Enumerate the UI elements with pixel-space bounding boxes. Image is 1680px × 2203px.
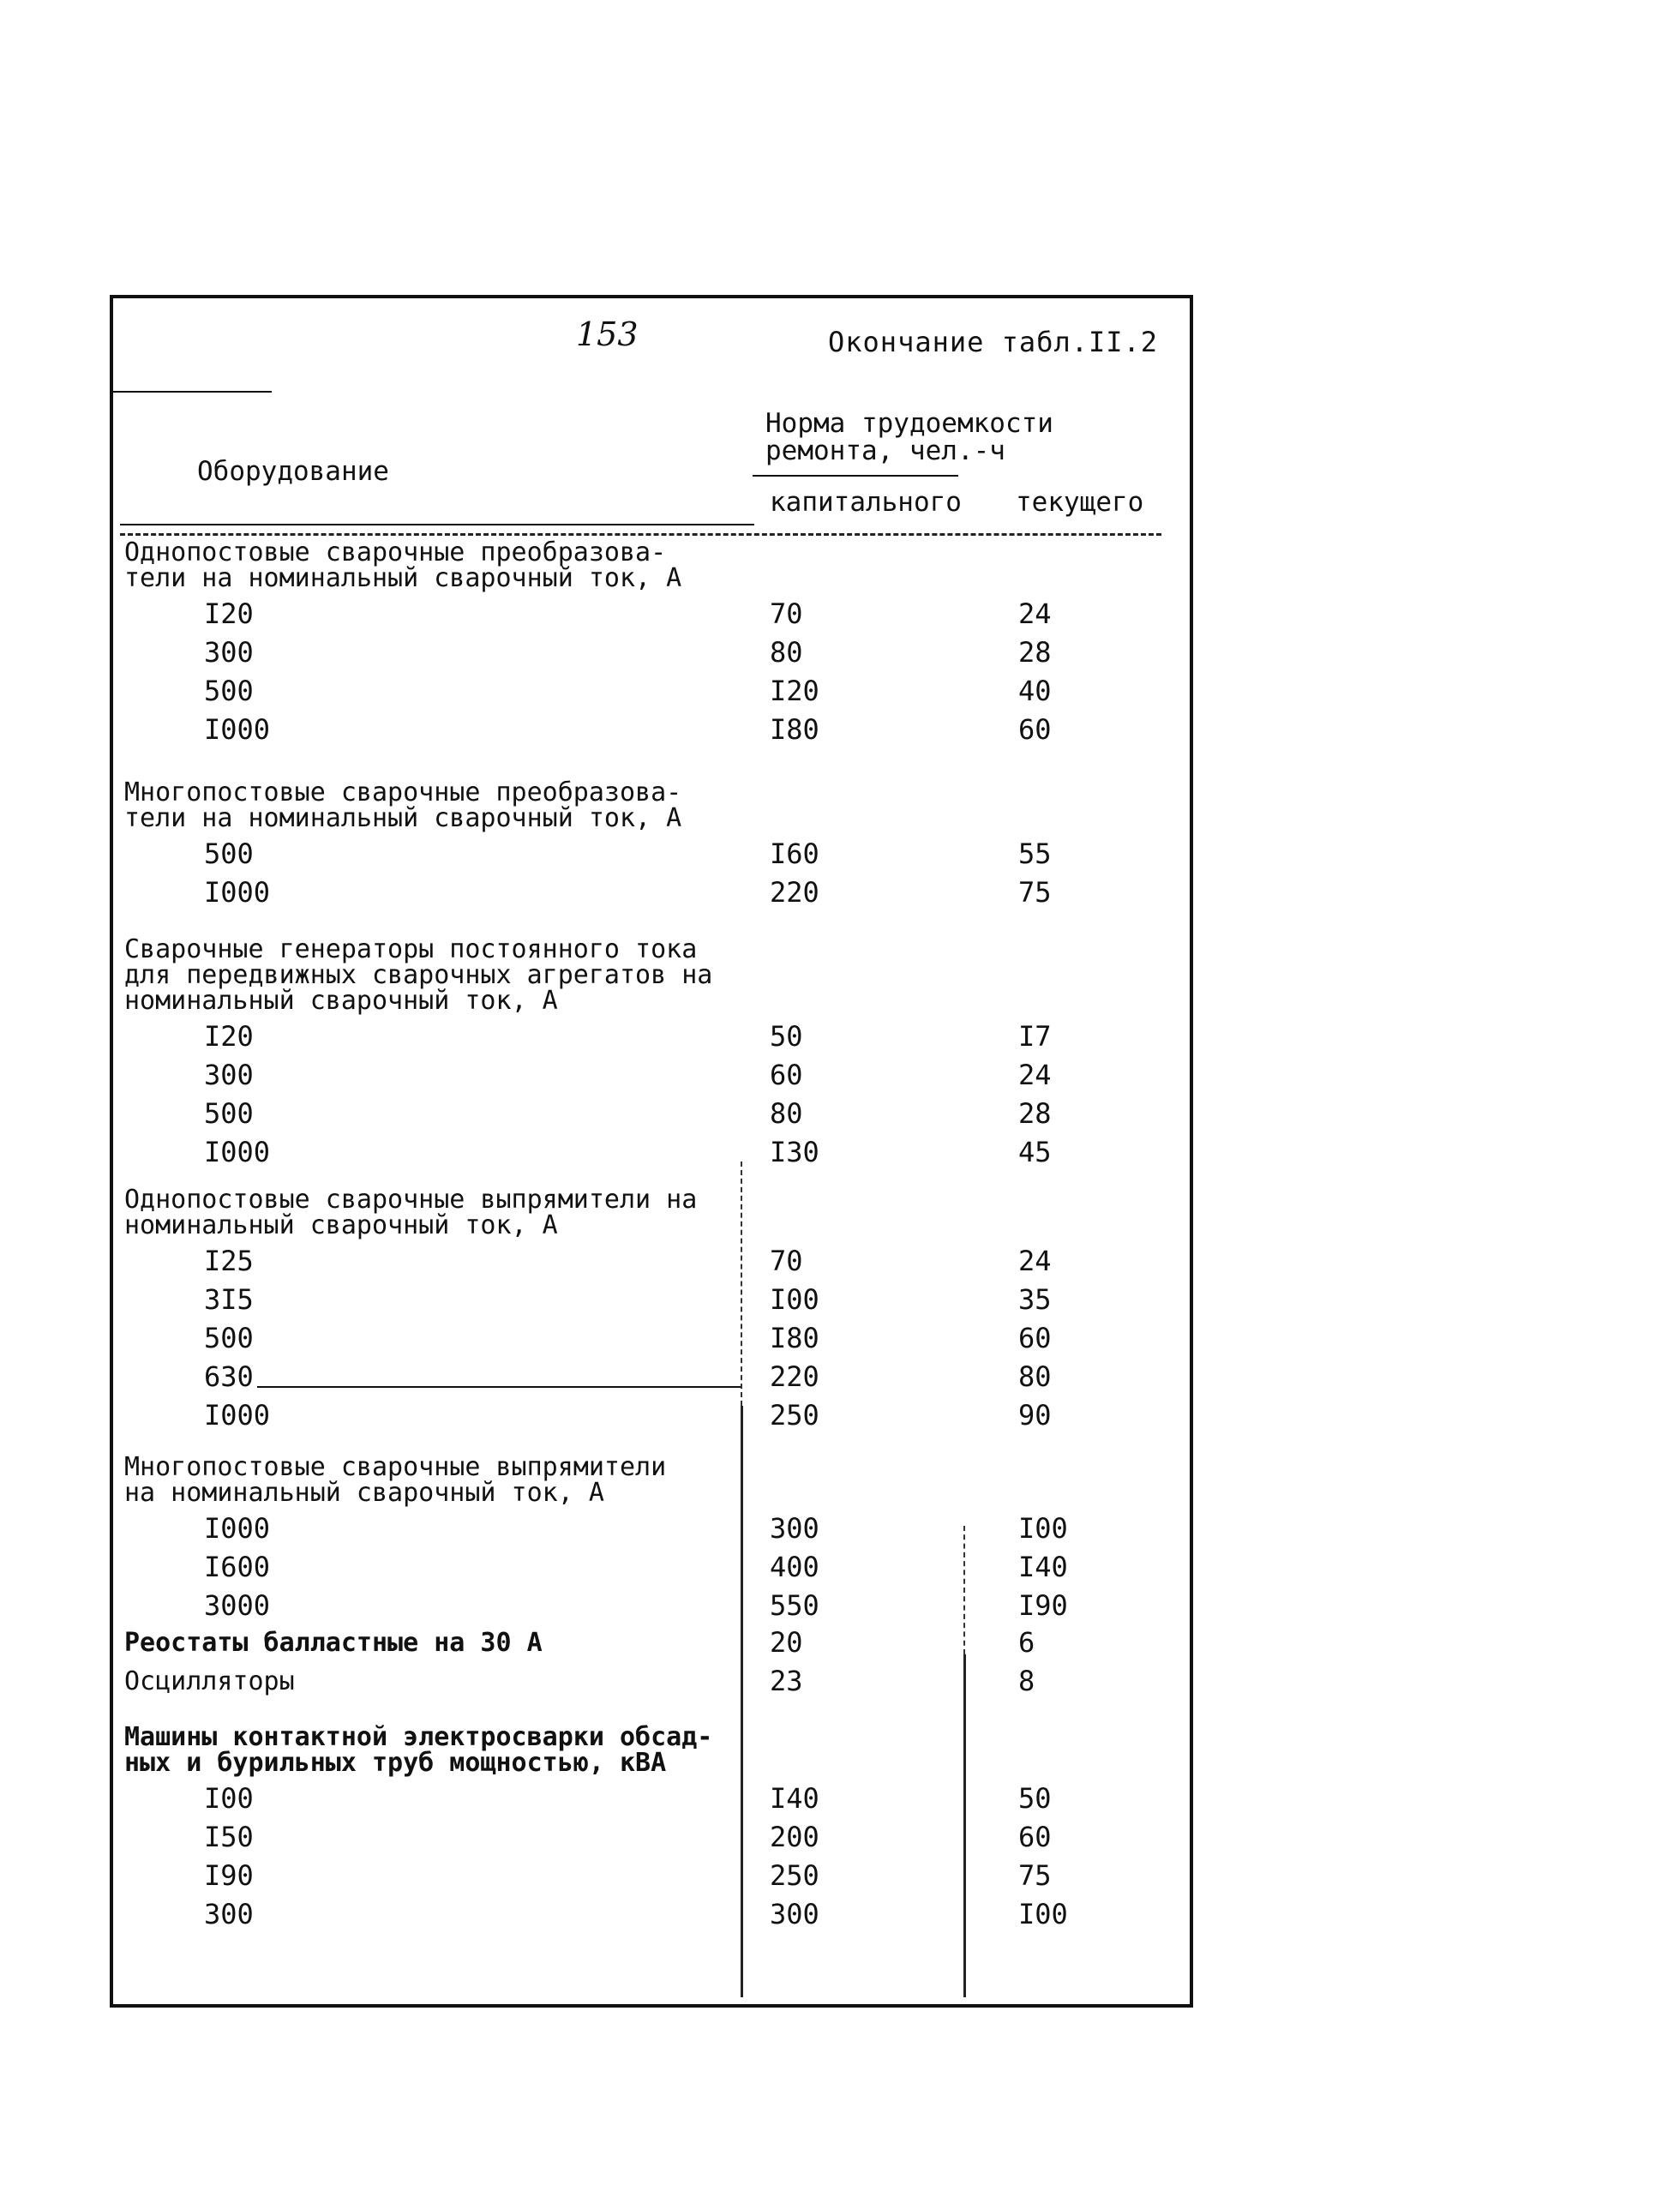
row-capital: 300 — [770, 1898, 819, 1930]
row-current: 75 — [1018, 1859, 1052, 1892]
row-current: 90 — [1018, 1399, 1052, 1432]
row-item: I90 — [204, 1859, 254, 1892]
group-title: Машины контактной электросварки обсад- — [124, 1722, 713, 1752]
row-capital: I40 — [770, 1782, 819, 1815]
group-title: тели на номинальный сварочный ток, А — [124, 563, 682, 593]
group-title: Однопостовые сварочные преобразова- — [124, 537, 667, 567]
row-current: 28 — [1018, 1097, 1052, 1130]
row-capital: 50 — [770, 1020, 803, 1053]
row-item: I600 — [204, 1551, 271, 1583]
header-rule-dashed — [120, 533, 1161, 536]
header-norm-rule — [753, 475, 958, 477]
row-capital: 250 — [770, 1399, 819, 1432]
group-title: на номинальный сварочный ток, А — [124, 1478, 604, 1508]
row-current: 75 — [1018, 876, 1052, 909]
group-title: Однопостовые сварочные выпрямители на — [124, 1185, 698, 1215]
row-current: 55 — [1018, 837, 1052, 870]
row-capital: 80 — [770, 1097, 803, 1130]
header-rule-top-left — [113, 391, 272, 393]
group-title: для передвижных сварочных агрегатов на — [124, 960, 713, 990]
row-item: 300 — [204, 1898, 254, 1930]
row-current: 50 — [1018, 1782, 1052, 1815]
table-caption: Окончание табл.II.2 — [828, 326, 1159, 358]
group-title: Многопостовые сварочные выпрямители — [124, 1452, 667, 1482]
row-item: I20 — [204, 1020, 254, 1053]
row-item: I000 — [204, 1512, 271, 1545]
row-item: I50 — [204, 1821, 254, 1853]
row-current: 24 — [1018, 1059, 1052, 1091]
row-current: 28 — [1018, 636, 1052, 669]
row-current: 45 — [1018, 1136, 1052, 1168]
row-current: I00 — [1018, 1898, 1068, 1930]
row-capital: 400 — [770, 1551, 819, 1583]
row-capital: 20 — [770, 1626, 803, 1659]
row-current: 60 — [1018, 1821, 1052, 1853]
row-capital: 300 — [770, 1512, 819, 1545]
row-item: 500 — [204, 1322, 254, 1354]
header-norm-line2: ремонта, чел.-ч — [765, 435, 1005, 466]
row-capital: 70 — [770, 597, 803, 630]
header-norm-line1: Норма трудоемкости — [765, 408, 1053, 439]
row-current: 35 — [1018, 1283, 1052, 1316]
row-capital: 200 — [770, 1821, 819, 1853]
row-item: 3I5 — [204, 1283, 254, 1316]
row-item: 500 — [204, 675, 254, 707]
row-capital: 60 — [770, 1059, 803, 1091]
row-capital: I80 — [770, 713, 819, 746]
row-capital: 250 — [770, 1859, 819, 1892]
row-item: I20 — [204, 597, 254, 630]
group-title: ных и бурильных труб мощностью, кВА — [124, 1748, 667, 1778]
row-capital: 70 — [770, 1245, 803, 1277]
row-capital: 550 — [770, 1589, 819, 1622]
row-item: 3000 — [204, 1589, 271, 1622]
row-current: 6 — [1018, 1626, 1035, 1659]
column-divider-capital — [741, 1406, 743, 1997]
row-item: I25 — [204, 1245, 254, 1277]
column-divider-current-dashed — [963, 1526, 965, 1654]
header-rule-left — [120, 524, 754, 525]
row-capital: I20 — [770, 675, 819, 707]
header-equipment: Оборудование — [197, 456, 389, 487]
row-current: 8 — [1018, 1665, 1035, 1697]
row-item: 300 — [204, 1059, 254, 1091]
row-current: 80 — [1018, 1360, 1052, 1393]
row-capital: I60 — [770, 837, 819, 870]
row-item: 500 — [204, 837, 254, 870]
group-title: номинальный сварочный ток, А — [124, 986, 558, 1016]
row-current: 60 — [1018, 1322, 1052, 1354]
row-capital: 220 — [770, 1360, 819, 1393]
column-divider-capital-dashed — [741, 1162, 742, 1406]
row-capital: 220 — [770, 876, 819, 909]
group-title: Сварочные генераторы постоянного тока — [124, 934, 698, 964]
row-item: 630 — [204, 1360, 254, 1393]
row-item: I00 — [204, 1782, 254, 1815]
row-capital: I80 — [770, 1322, 819, 1354]
group-title: Многопостовые сварочные преобразова- — [124, 777, 682, 807]
row-item: I000 — [204, 1136, 271, 1168]
header-capital: капитального — [770, 487, 962, 518]
row-item-single: Реостаты балластные на 30 А — [124, 1628, 543, 1658]
row-item: 300 — [204, 636, 254, 669]
row-current: 60 — [1018, 713, 1052, 746]
row-item-single: Осцилляторы — [124, 1666, 295, 1696]
row-current: I00 — [1018, 1512, 1068, 1545]
row-current: I7 — [1018, 1020, 1052, 1053]
column-divider-current — [963, 1654, 966, 1997]
row-current: I90 — [1018, 1589, 1068, 1622]
row-current: 24 — [1018, 1245, 1052, 1277]
row-item: I000 — [204, 1399, 271, 1432]
header-current: текущего — [1016, 487, 1144, 518]
row-current: 24 — [1018, 597, 1052, 630]
row-item: I000 — [204, 713, 271, 746]
group-title: номинальный сварочный ток, А — [124, 1210, 558, 1240]
row-current: 40 — [1018, 675, 1052, 707]
row-item: I000 — [204, 876, 271, 909]
page-number: 153 — [576, 315, 639, 353]
group-title: тели на номинальный сварочный ток, А — [124, 803, 682, 833]
stray-rule — [257, 1386, 741, 1388]
row-current: I40 — [1018, 1551, 1068, 1583]
row-item: 500 — [204, 1097, 254, 1130]
row-capital: I30 — [770, 1136, 819, 1168]
row-capital: I00 — [770, 1283, 819, 1316]
row-capital: 23 — [770, 1665, 803, 1697]
row-capital: 80 — [770, 636, 803, 669]
